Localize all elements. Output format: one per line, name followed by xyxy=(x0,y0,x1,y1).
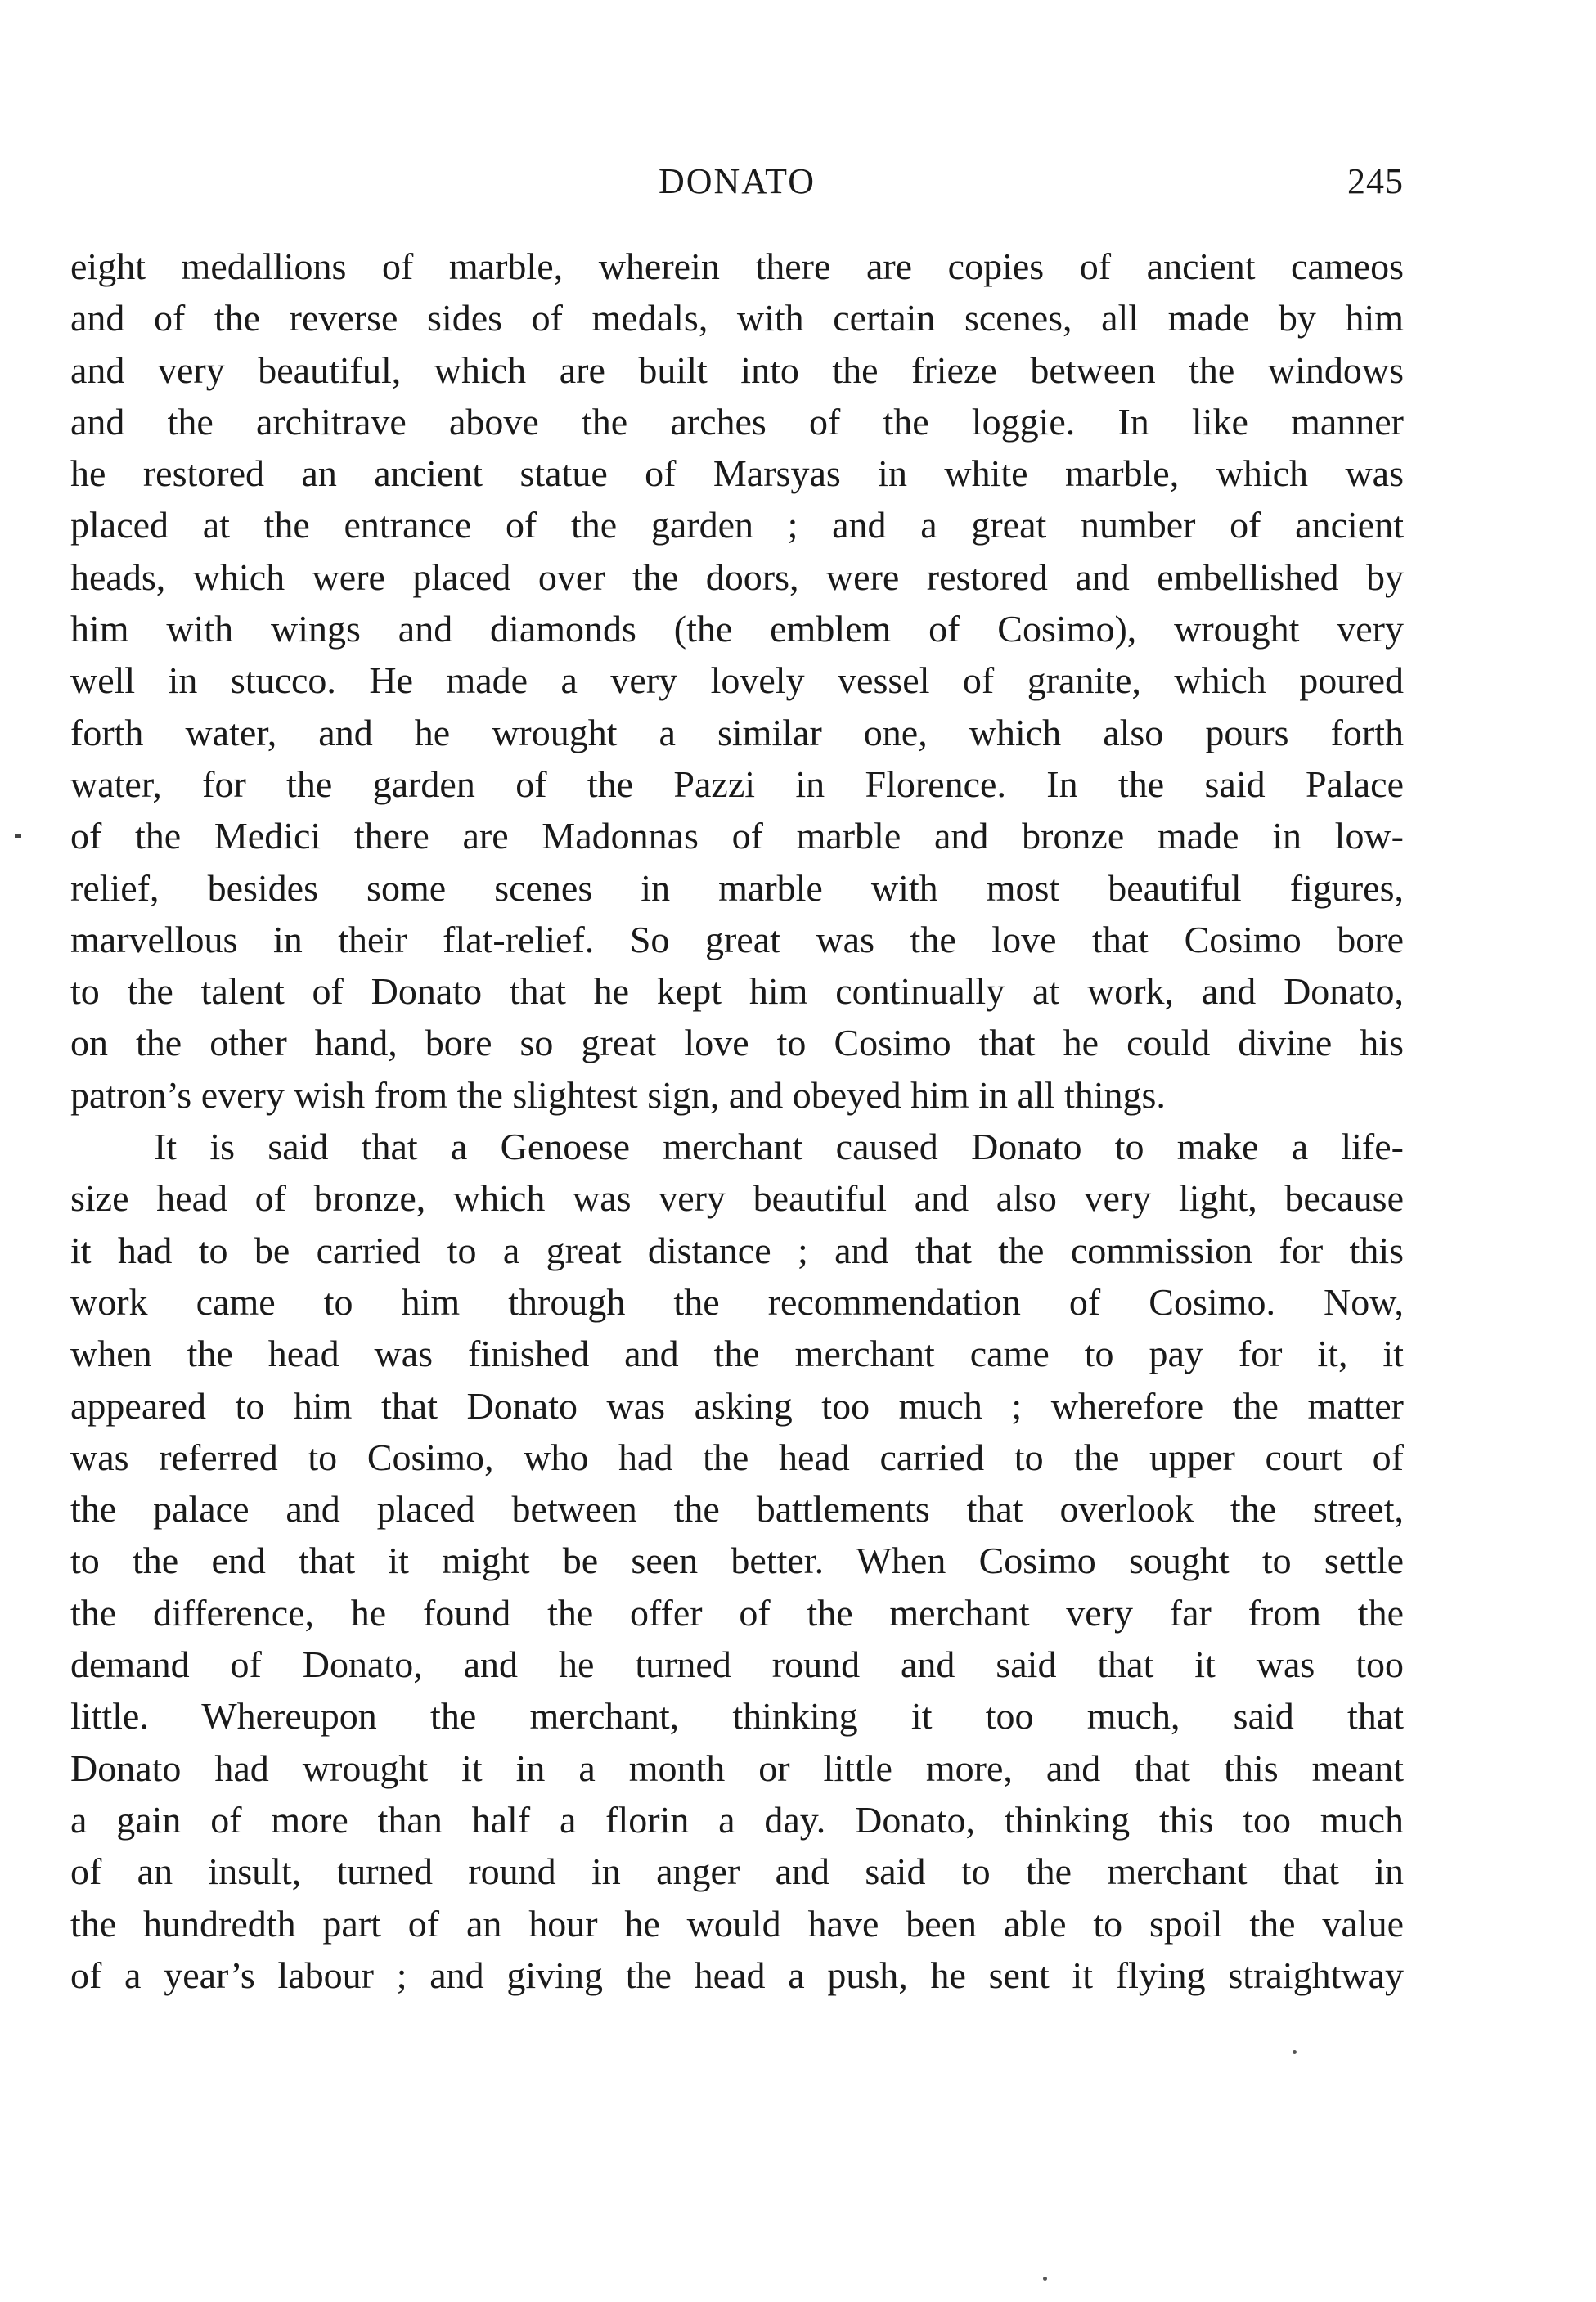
text-line: it had to be carried to a great distance ; and that the commission for this xyxy=(70,1229,1404,1271)
text-line: It is said that a Genoese merchant caused Donato to make a life- xyxy=(154,1126,1404,1168)
running-title: DONATO xyxy=(658,161,816,201)
text-line: to the end that it might be seen better. When Cosimo sought to settle xyxy=(70,1540,1404,1582)
text-line: heads, which were placed over the doors, were restored and embellished by xyxy=(70,555,1404,598)
text-line: marvellous in their flat-relief. So great was the love that Cosimo bore xyxy=(70,918,1404,960)
ink-speck xyxy=(1293,2050,1297,2054)
running-head xyxy=(70,160,1404,209)
text-line: and the architrave above the arches of the loggie. In like manner xyxy=(70,400,1404,443)
text-line: on the other hand, bore so great love to Cosimo that he could divine his xyxy=(70,1022,1404,1064)
text-line: when the head was finished and the merchant came to pay for it, it xyxy=(70,1333,1404,1375)
paragraph-2 xyxy=(70,1121,1404,2001)
text-line: little. Whereupon the merchant, thinking it too much, said that xyxy=(70,1695,1404,1738)
text-line: work came to him through the recommendation of Cosimo. Now, xyxy=(70,1280,1404,1323)
text-line: patron’s every wish from the slightest sign, and obeyed him in all things. xyxy=(70,1073,1166,1116)
text-line: relief, besides some scenes in marble with most beautiful figures, xyxy=(70,866,1404,909)
paragraph-1 xyxy=(70,241,1404,1121)
text-line: to the talent of Donato that he kept him continually at work, and Donato, xyxy=(70,970,1404,1013)
text-line: appeared to him that Donato was asking too much ; wherefore the matter xyxy=(70,1384,1404,1427)
text-line: a gain of more than half a florin a day. Donato, thinking this too much xyxy=(70,1798,1404,1841)
text-line: water, for the garden of the Pazzi in Florence. In the said Palace xyxy=(70,762,1404,805)
text-line: the difference, he found the offer of the merchant very far from the xyxy=(70,1591,1404,1634)
margin-mark xyxy=(15,834,21,838)
ink-speck xyxy=(1043,2277,1047,2281)
text-line: and very beautiful, which are built into the frieze between the windows xyxy=(70,348,1404,391)
text-line: the palace and placed between the battlements that overlook the street, xyxy=(70,1488,1404,1531)
text-line: well in stucco. He made a very lovely vessel of granite, which poured xyxy=(70,659,1404,702)
page-body xyxy=(70,241,1404,2001)
text-line: placed at the entrance of the garden ; and a great number of ancient xyxy=(70,504,1404,546)
text-line: of a year’s labour ; and giving the head a push, he sent it flying straightway xyxy=(70,1954,1404,1996)
text-line: Donato had wrought it in a month or little more, and that this meant xyxy=(70,1747,1404,1789)
text-line: the hundredth part of an hour he would have been able to spoil the value xyxy=(70,1902,1404,1945)
text-line: forth water, and he wrought a similar one, which also pours forth xyxy=(70,711,1404,753)
text-line: of the Medici there are Madonnas of marble and bronze made in low- xyxy=(70,815,1404,857)
text-line: eight medallions of marble, wherein there are copies of ancient cameos xyxy=(70,245,1404,287)
text-line: him with wings and diamonds (the emblem of Cosimo), wrought very xyxy=(70,608,1404,650)
page-number: 245 xyxy=(1347,161,1404,201)
text-line: was referred to Cosimo, who had the head carried to the upper court of xyxy=(70,1436,1404,1478)
text-line: he restored an ancient statue of Marsyas in white marble, which was xyxy=(70,452,1404,495)
text-line: size head of bronze, which was very beautiful and also very light, because xyxy=(70,1177,1404,1220)
text-line: demand of Donato, and he turned round and said that it was too xyxy=(70,1643,1404,1686)
text-line: of an insult, turned round in anger and said to the merchant that in xyxy=(70,1850,1404,1893)
text-line: and of the reverse sides of medals, with certain scenes, all made by him xyxy=(70,297,1404,339)
